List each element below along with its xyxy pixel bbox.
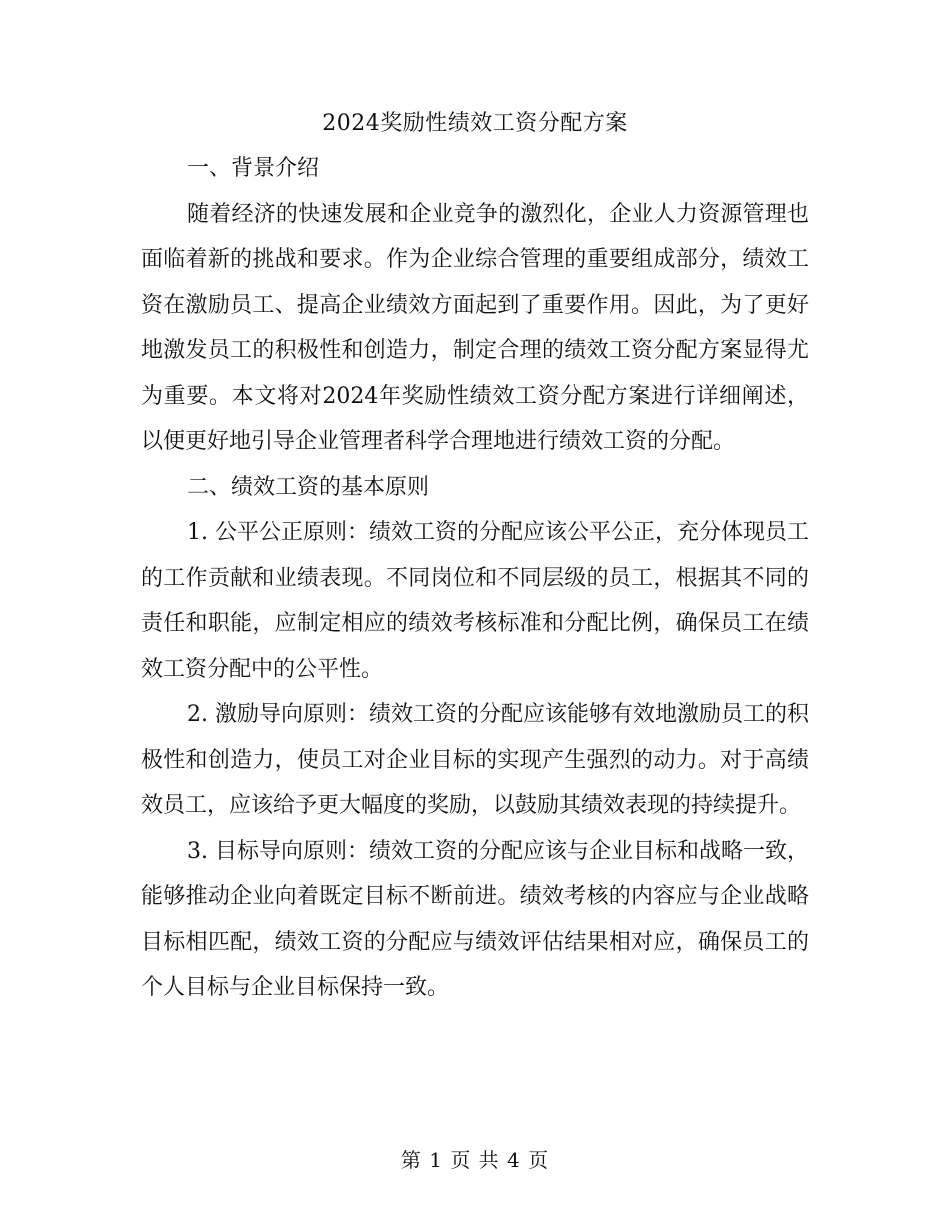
principle-fairness-paragraph: 1. 公平公正原则：绩效工资的分配应该公平公正，充分体现员工的工作贡献和业绩表现。不同岗位和不同层级的员工，根据其不同的责任和职能，应制定相应的绩效考核标准和分配比例，确保员工在绩效工资分配中的公平性。 [141,520,809,682]
principle-goal-paragraph: 3. 目标导向原则：绩效工资的分配应该与企业目标和战略一致，能够推动企业向着既定目标不断前进。绩效考核的内容应与企业战略目标相匹配，绩效工资的分配应与绩效评估结果相对应，确保员工的个人目标与企业目标保持一致。 [141,838,809,1000]
page-number-footer: 第 1 页 共 4 页 [400,1148,550,1172]
section-heading-principles: 二、绩效工资的基本原则 [187,474,430,500]
document-title: 2024奖励性绩效工资分配方案 [322,111,628,136]
section-heading-background: 一、背景介绍 [187,156,320,181]
principle-incentive-paragraph: 2. 激励导向原则：绩效工资的分配应该能够有效地激励员工的积极性和创造力，使员工对企业目标的实现产生强烈的动力。对于高绩效员工，应该给予更大幅度的奖励，以鼓励其绩效表现的持续提升。 [141,702,809,818]
document-body [141,104,809,1011]
background-paragraph: 随着经济的快速发展和企业竞争的激烈化，企业人力资源管理也面临着新的挑战和要求。作为企业综合管理的重要组成部分，绩效工资在激励员工、提高企业绩效方面起到了重要作用。因此，为了更好地激发员工的积极性和创造力，制定合理的绩效工资分配方案显得尤为重要。本文将对2024年奖励性绩效工资分配方案进行详细阐述，以便更好地引导企业管理者科学合理地进行绩效工资的分配。 [141,201,809,454]
